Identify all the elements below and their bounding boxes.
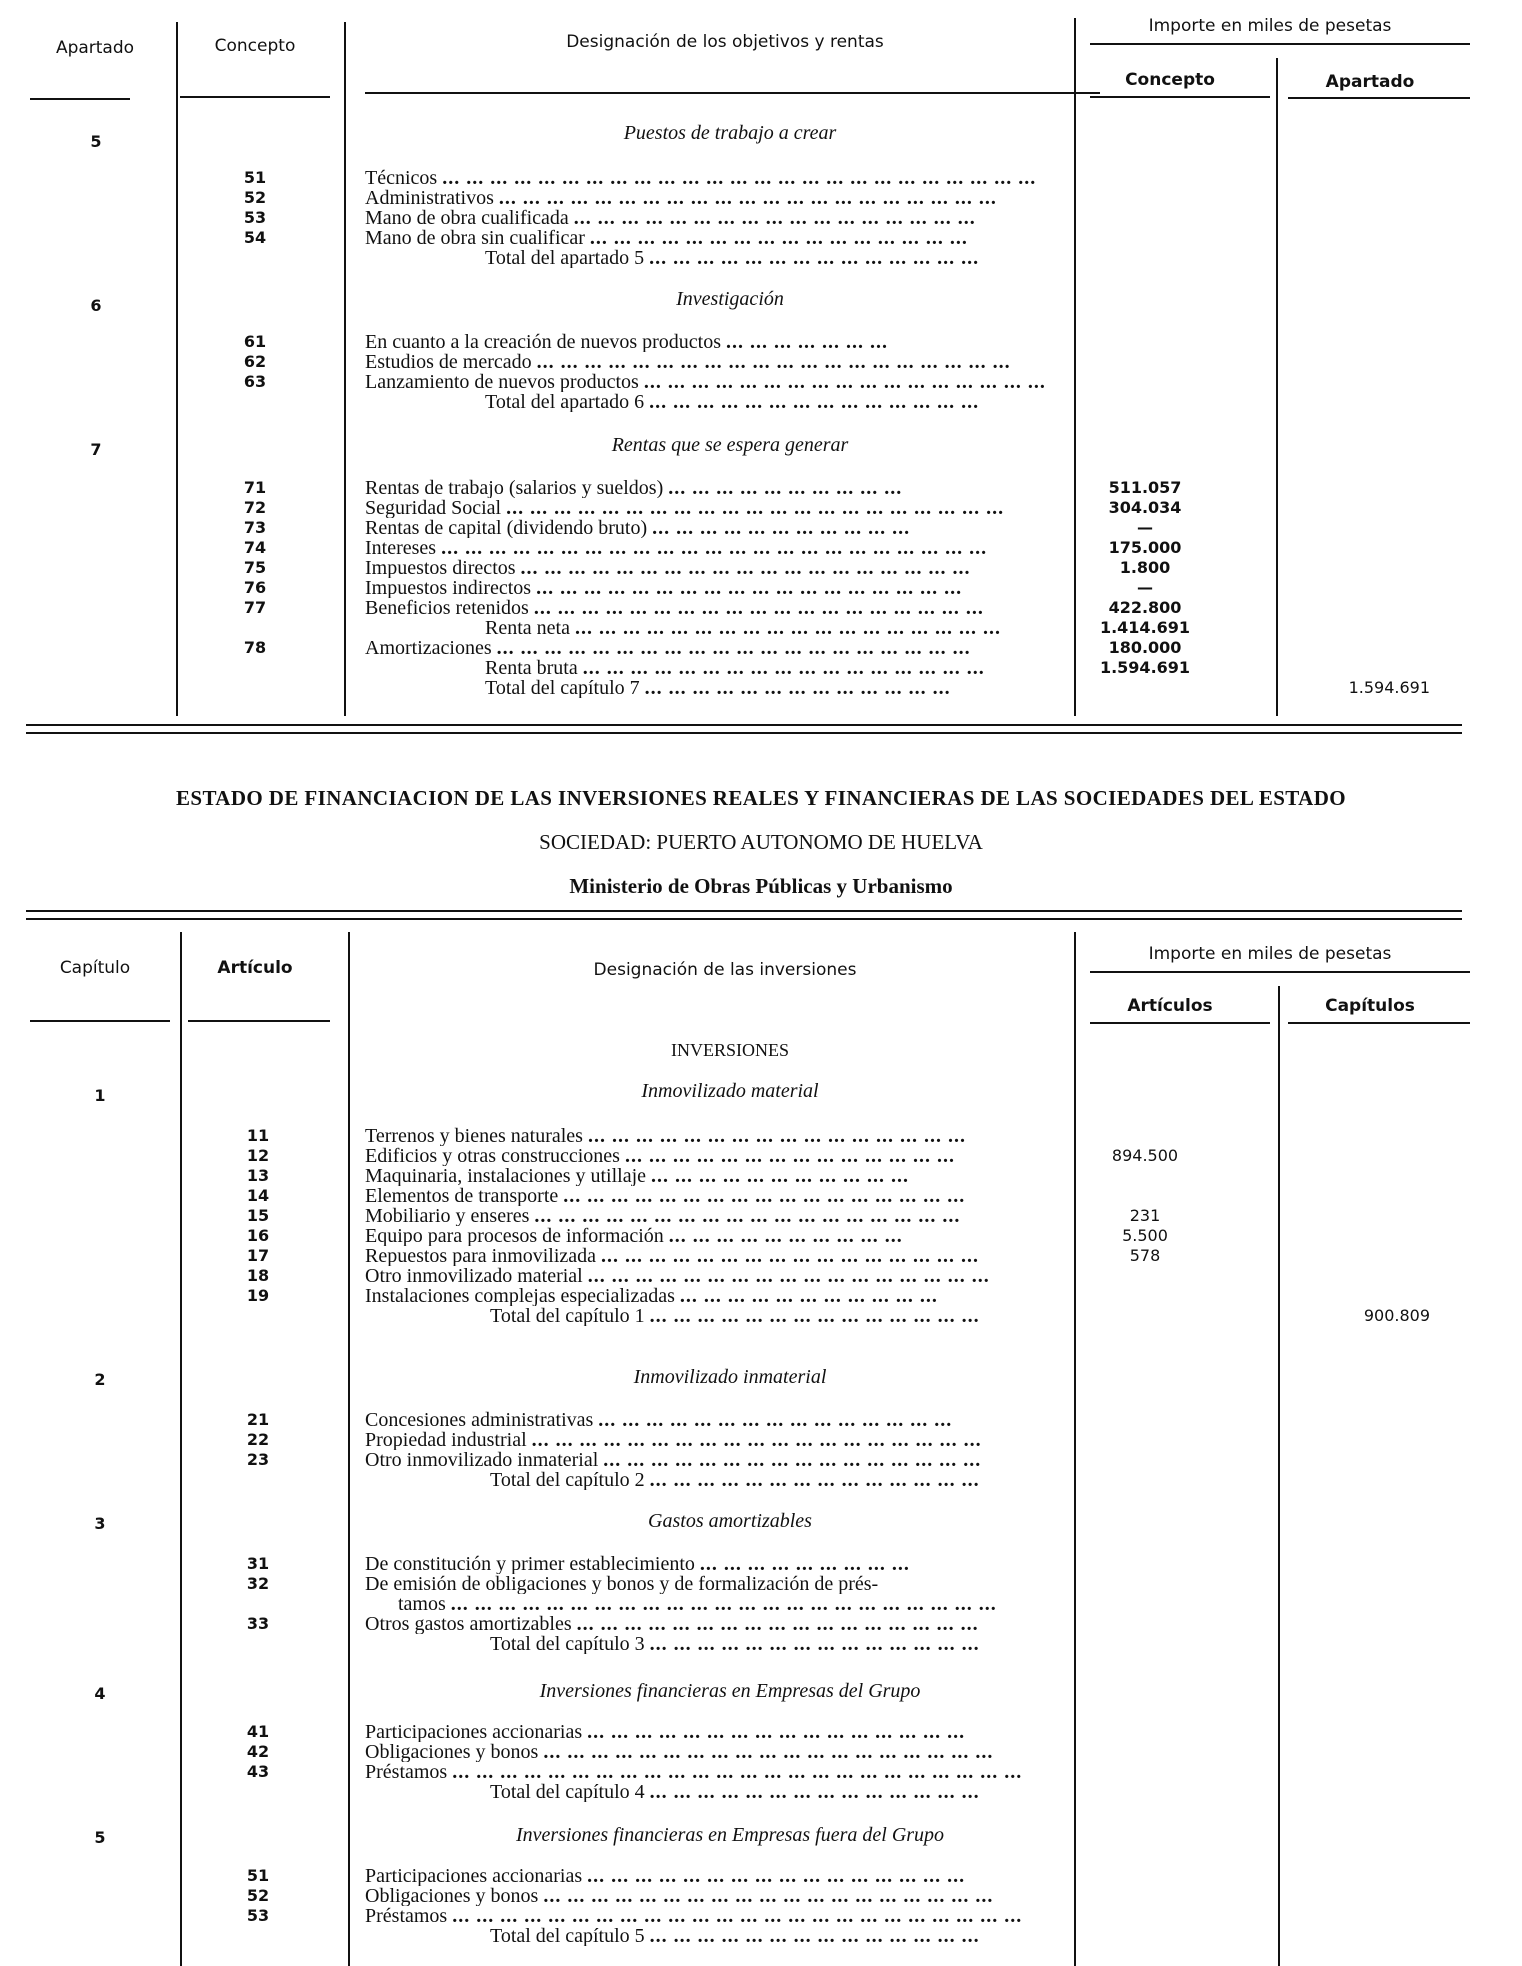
table-row: 11 Terrenos y bienes naturales ... ... ... ... ... ... ... ... ... ... ... ... ... ... ... ... [246, 1126, 966, 1146]
header-designacion: Designación de las inversiones [593, 960, 857, 980]
table-row: 76 Impuestos indirectos ... ... ... ... ... ... ... ... ... ... ... ... ... ... ... ... ... ... — [243, 578, 1153, 598]
table-row: 12 Edificios y otras construcciones ... ... ... ... ... ... ... ... ... ... ... ... ... ... 894.500 [246, 1146, 1179, 1166]
table-end-rule [26, 732, 1462, 734]
total-row: Total del apartado 5 ... ... ... ... ... ... ... ... ... ... ... ... ... ... [485, 248, 980, 268]
section-number: 7 [90, 440, 102, 459]
table-row: tamos ... ... ... ... ... ... ... ... ... ... ... ... ... ... ... ... ... ... ... ... ... ... ... [398, 1594, 997, 1614]
section-heading: Inmovilizado material [641, 1080, 819, 1102]
header-rule [180, 96, 330, 98]
header-apartado: Apartado [55, 38, 135, 58]
section-number: 5 [94, 1828, 106, 1847]
subtotal-row: Renta bruta ... ... ... ... ... ... ... ... ... ... ... ... ... ... ... ... ... 1.594.691 [485, 658, 1191, 678]
table-row: 75 Impuestos directos ... ... ... ... ... ... ... ... ... ... ... ... ... ... ... ... ... ... ... 1.800 [243, 558, 1171, 578]
header-rule [365, 92, 1100, 94]
header-capitulo: Capítulo [59, 958, 131, 978]
table-row: 15 Mobiliario y enseres ... ... ... ... ... ... ... ... ... ... ... ... ... ... ... ... ... ... 231 [246, 1206, 1161, 1226]
table-row: 73 Rentas de capital (dividendo bruto) ... ... ... ... ... ... ... ... ... ... ... — [243, 518, 1153, 538]
header-importe: Importe en miles de pesetas [1148, 16, 1392, 36]
table-row: 62 Estudios de mercado ... ... ... ... ... ... ... ... ... ... ... ... ... ... ... ... ... ... ... ... [243, 352, 1011, 372]
table-row: 19 Instalaciones complejas especializadas ... ... ... ... ... ... ... ... ... ... ... [246, 1286, 938, 1306]
document-title: ESTADO DE FINANCIACION DE LAS INVERSIONES REALES Y FINANCIERAS DE LAS SOCIEDADES DEL ESTADO [175, 786, 1347, 810]
subtotal-row: Renta neta ... ... ... ... ... ... ... ... ... ... ... ... ... ... ... ... ... ... 1.414.691 [485, 618, 1191, 638]
section-heading: Rentas que se espera generar [611, 434, 849, 456]
section-heading: Gastos amortizables [648, 1510, 812, 1532]
table-row: 72 Seguridad Social ... ... ... ... ... ... ... ... ... ... ... ... ... ... ... ... ... ... ... ... ... 304.034 [243, 498, 1182, 518]
table-row: 71 Rentas de trabajo (salarios y sueldos) ... ... ... ... ... ... ... ... ... ... 511.057 [243, 478, 1182, 498]
header-articulo: Artículo [217, 958, 293, 978]
header-rule [1090, 43, 1470, 45]
header-rule [1288, 97, 1470, 99]
header-rule [1090, 96, 1270, 98]
table-start-rule [26, 918, 1462, 920]
table-row: 33 Otros gastos amortizables ... ... ... ... ... ... ... ... ... ... ... ... ... ... ... ... ... [246, 1614, 979, 1634]
total-row: Total del apartado 6 ... ... ... ... ... ... ... ... ... ... ... ... ... ... [485, 392, 980, 412]
header-importe: Importe en miles de pesetas [1148, 944, 1392, 964]
table-row: 14 Elementos de transporte ... ... ... ... ... ... ... ... ... ... ... ... ... ... ... ... ... [246, 1186, 966, 1206]
header-rule [30, 98, 130, 100]
header-sub-capitulos: Capítulos [1325, 996, 1415, 1016]
section-number: 6 [90, 296, 102, 315]
section-heading: Investigación [676, 288, 784, 310]
section-number: 3 [94, 1514, 106, 1533]
header-rule [1288, 1022, 1470, 1024]
table-row: 21 Concesiones administrativas ... ... ... ... ... ... ... ... ... ... ... ... ... ... ... [246, 1410, 953, 1430]
header-rule [188, 1020, 330, 1022]
document-subtitle: SOCIEDAD: PUERTO AUTONOMO DE HUELVA [539, 830, 983, 854]
section-number: 4 [94, 1684, 106, 1703]
table-row: 23 Otro inmovilizado inmaterial ... ... ... ... ... ... ... ... ... ... ... ... ... ... ... ... [246, 1450, 982, 1470]
table-row: 63 Lanzamiento de nuevos productos ... ... ... ... ... ... ... ... ... ... ... ... ... ... ... ... ... [243, 372, 1046, 392]
table-row: 74 Intereses ... ... ... ... ... ... ... ... ... ... ... ... ... ... ... ... ... ... ... ... ... ... ... 175.000 [243, 538, 1182, 558]
section-heading: Inmovilizado inmaterial [633, 1366, 827, 1388]
section-number: 5 [90, 132, 102, 151]
header-sub-concepto: Concepto [1125, 70, 1215, 90]
table-row: 43 Préstamos ... ... ... ... ... ... ... ... ... ... ... ... ... ... ... ... ... ... ... ... ... ... ... ... [246, 1762, 1023, 1782]
total-row: Total del capítulo 3 ... ... ... ... ... ... ... ... ... ... ... ... ... ... [490, 1634, 980, 1654]
table-row: 52 Administrativos ... ... ... ... ... ... ... ... ... ... ... ... ... ... ... ... ... ... ... ... ... [243, 188, 997, 208]
table-row: 53 Mano de obra cualificada ... ... ... ... ... ... ... ... ... ... ... ... ... ... ... ... ... [243, 208, 976, 228]
section-heading: Puestos de trabajo a crear [623, 122, 837, 144]
table-row: 77 Beneficios retenidos ... ... ... ... ... ... ... ... ... ... ... ... ... ... ... ... ... ... ... 422.800 [243, 598, 1182, 618]
table-row: 31 De constitución y primer establecimiento ... ... ... ... ... ... ... ... ... [246, 1554, 910, 1574]
section-number: 1 [94, 1086, 106, 1105]
table-inversiones [30, 910, 1460, 1966]
table-row: 51 Técnicos ... ... ... ... ... ... ... ... ... ... ... ... ... ... ... ... ... ... ... ... ... ... ... ... ... [243, 168, 1037, 188]
table-row: 54 Mano de obra sin cualificar ... ... ... ... ... ... ... ... ... ... ... ... ... ... ... ... [243, 228, 968, 248]
ministry-name: Ministerio de Obras Públicas y Urbanismo [569, 874, 953, 898]
table-row: 18 Otro inmovilizado material ... ... ... ... ... ... ... ... ... ... ... ... ... ... ... ... ... [246, 1266, 990, 1286]
total-row: Total del capítulo 7 ... ... ... ... ... ... ... ... ... ... ... ... ... 1.594.691 [485, 678, 1430, 698]
section-heading: Inversiones financieras en Empresas fuera del Grupo [515, 1824, 945, 1846]
header-sub-apartado: Apartado [1325, 72, 1415, 92]
table-row: 41 Participaciones accionarias ... ... ... ... ... ... ... ... ... ... ... ... ... ... ... ... [246, 1722, 966, 1742]
total-row: Total del capítulo 5 ... ... ... ... ... ... ... ... ... ... ... ... ... ... [490, 1926, 980, 1946]
table-row: 17 Repuestos para inmovilizada ... ... ... ... ... ... ... ... ... ... ... ... ... ... ... ... 578 [246, 1246, 1161, 1266]
total-row: Total del capítulo 1 ... ... ... ... ... ... ... ... ... ... ... ... ... ... 900.809 [490, 1306, 1430, 1326]
top-heading: INVERSIONES [670, 1040, 789, 1060]
header-sub-articulos: Artículos [1127, 996, 1213, 1016]
table-row: 22 Propiedad industrial ... ... ... ... ... ... ... ... ... ... ... ... ... ... ... ... ... ... ... [246, 1430, 982, 1450]
header-rule [30, 1020, 170, 1022]
table-row: 16 Equipo para procesos de información ... ... ... ... ... ... ... ... ... ... 5.500 [246, 1226, 1168, 1246]
table-row: 13 Maquinaria, instalaciones y utillaje ... ... ... ... ... ... ... ... ... ... ... [246, 1166, 910, 1186]
table-start-rule [26, 910, 1462, 912]
table-row: 42 Obligaciones y bonos ... ... ... ... ... ... ... ... ... ... ... ... ... ... ... ... ... ... ... [246, 1742, 994, 1762]
table-objetivos-rentas [30, 0, 1460, 740]
header-rule [1090, 1022, 1270, 1024]
header-rule [1090, 971, 1470, 973]
table-end-rule [26, 724, 1462, 726]
section-number: 2 [94, 1370, 106, 1389]
header-concepto: Concepto [214, 36, 296, 56]
table-row: 52 Obligaciones y bonos ... ... ... ... ... ... ... ... ... ... ... ... ... ... ... ... ... ... ... [246, 1886, 994, 1906]
table-row: 32 De emisión de obligaciones y bonos y de formalización de prés- [246, 1574, 879, 1594]
table-row: 53 Préstamos ... ... ... ... ... ... ... ... ... ... ... ... ... ... ... ... ... ... ... ... ... ... ... ... [246, 1906, 1023, 1926]
table-row: 51 Participaciones accionarias ... ... ... ... ... ... ... ... ... ... ... ... ... ... ... ... [246, 1866, 966, 1886]
header-designacion: Designación de los objetivos y rentas [566, 32, 884, 52]
total-row: Total del capítulo 4 ... ... ... ... ... ... ... ... ... ... ... ... ... ... [490, 1782, 980, 1802]
table-row: 78 Amortizaciones ... ... ... ... ... ... ... ... ... ... ... ... ... ... ... ... ... ... ... ... 180.000 [243, 638, 1182, 658]
section-heading: Inversiones financieras en Empresas del Grupo [539, 1680, 921, 1702]
table-row: 61 En cuanto a la creación de nuevos productos ... ... ... ... ... ... ... [243, 332, 888, 352]
total-row: Total del capítulo 2 ... ... ... ... ... ... ... ... ... ... ... ... ... ... [490, 1470, 980, 1490]
